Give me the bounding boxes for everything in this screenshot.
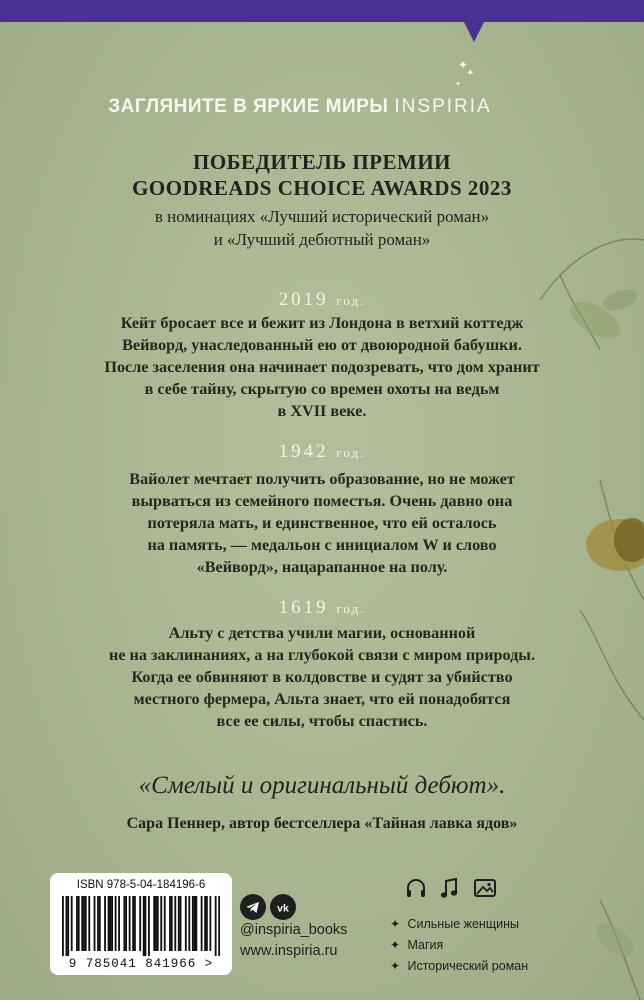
award-name: GOODREADS CHOICE AWARDS 2023 bbox=[132, 176, 512, 200]
barcode bbox=[62, 896, 220, 956]
section-year bbox=[0, 289, 644, 311]
series-tagline bbox=[0, 96, 600, 118]
barcode-bar bbox=[174, 896, 176, 951]
genre-label: Сильные женщины bbox=[407, 917, 519, 931]
year-number: 1942 bbox=[278, 441, 329, 462]
paragraph-line: Вайолет мечтает получить образование, но не может bbox=[129, 470, 515, 488]
barcode-bar bbox=[218, 896, 220, 956]
barcode-bar bbox=[171, 896, 173, 951]
sparkle-icon: ✦ bbox=[458, 58, 469, 72]
barcode-bar bbox=[160, 896, 162, 951]
series-tagline-text: ЗАГЛЯНИТЕ В ЯРКИЕ МИРЫ bbox=[108, 96, 389, 117]
publisher-brand: INSPIRIA bbox=[394, 96, 492, 117]
paragraph-line: местного фермера, Альта знает, что ей понадобятся bbox=[133, 690, 511, 708]
website-url: www.inspiria.ru bbox=[240, 943, 338, 959]
genre-item bbox=[390, 959, 528, 973]
star-icon: ✦ bbox=[390, 938, 401, 952]
quote-attribution: Сара Пеннер, автор бестселлера «Тайная лавка ядов» bbox=[126, 815, 518, 832]
star-icon: ✦ bbox=[390, 917, 401, 931]
award-heading: ПОБЕДИТЕЛЬ ПРЕМИИ bbox=[192, 150, 452, 174]
year-number: 1619 bbox=[278, 597, 329, 618]
paragraph-line: вырваться из семейного поместья. Очень давно она bbox=[131, 492, 513, 510]
year-number: 2019 bbox=[278, 289, 329, 310]
barcode-bar bbox=[195, 896, 197, 951]
barcode-bar bbox=[76, 896, 78, 951]
isbn-text: ISBN 978-5-04-184196-6 bbox=[76, 879, 206, 891]
genre-item bbox=[390, 938, 443, 952]
barcode-bar bbox=[67, 896, 69, 956]
section-paragraph bbox=[0, 622, 644, 732]
barcode-bar bbox=[157, 896, 159, 951]
barcode-bar bbox=[125, 896, 127, 951]
barcode-bar bbox=[143, 896, 145, 956]
barcode-bar bbox=[83, 896, 85, 951]
barcode-bar bbox=[115, 896, 117, 951]
barcode-bar bbox=[81, 896, 83, 951]
image-icon bbox=[473, 877, 497, 899]
sparkle-icon: ✦ bbox=[466, 68, 475, 79]
barcode-bar bbox=[155, 896, 157, 951]
barcode-bar bbox=[97, 896, 99, 951]
barcode-bar bbox=[204, 896, 206, 951]
barcode-bar bbox=[88, 896, 90, 951]
paragraph-line: потеряла мать, и единственное, что ей осталось bbox=[147, 514, 497, 532]
award-nomination-line: в номинациях «Лучший исторический роман» bbox=[154, 207, 490, 226]
barcode-bar bbox=[118, 896, 120, 951]
star-icon: ✦ bbox=[390, 959, 401, 973]
barcode-bar bbox=[111, 896, 113, 951]
review-quote: «Смелый и оригинальный дебют». bbox=[138, 772, 506, 799]
barcode-bar bbox=[206, 896, 208, 951]
section-year bbox=[0, 597, 644, 619]
barcode-bar bbox=[169, 896, 171, 951]
year-suffix: год. bbox=[336, 293, 366, 308]
barcode-bar bbox=[78, 896, 80, 951]
paragraph-line: Вейворд, унаследованный ею от двоюродной бабушки. bbox=[122, 336, 522, 354]
paragraph-line: «Вейворд», нацарапанное на полу. bbox=[196, 558, 448, 576]
bookmark-ribbon bbox=[462, 18, 486, 42]
sparkle-icon: ✦ bbox=[455, 80, 461, 88]
barcode-bar bbox=[99, 896, 101, 951]
social-handle: @inspiria_books bbox=[240, 922, 348, 938]
barcode-bar bbox=[164, 896, 166, 951]
paragraph-line: Кейт бросает все и бежит из Лондона в ветхий коттедж bbox=[120, 314, 524, 332]
barcode-bar bbox=[201, 896, 203, 951]
barcode-bar bbox=[94, 896, 96, 951]
paragraph-line: Альту с детства учили магии, основанной bbox=[168, 624, 476, 642]
barcode-bar bbox=[192, 896, 194, 951]
telegram-icon bbox=[240, 894, 266, 920]
paragraph-line: в XVII веке. bbox=[277, 402, 367, 420]
music-icon bbox=[438, 876, 460, 900]
barcode-panel bbox=[50, 873, 232, 975]
barcode-bar bbox=[108, 896, 110, 951]
top-color-band bbox=[0, 0, 644, 22]
audiobook-icon bbox=[404, 876, 428, 900]
paragraph-line: Когда ее обвиняют в колдовстве и судят за убийство bbox=[131, 668, 513, 686]
barcode-bar bbox=[145, 896, 147, 956]
paragraph-line: не на заклинаниях, а на глубокой связи с миром природы. bbox=[109, 646, 535, 664]
section-paragraph bbox=[0, 468, 644, 578]
section-paragraph bbox=[0, 312, 644, 422]
barcode-bar bbox=[148, 896, 150, 956]
barcode-bar bbox=[66, 896, 68, 956]
barcode-bar bbox=[104, 896, 106, 951]
genre-item bbox=[390, 917, 519, 931]
barcode-bar bbox=[139, 896, 141, 951]
paragraph-line: на память, — медальон с инициалом W и слово bbox=[147, 536, 497, 554]
section-year bbox=[0, 441, 644, 463]
barcode-bar bbox=[185, 896, 187, 951]
genre-label: Исторический роман bbox=[407, 959, 529, 973]
vk-icon bbox=[270, 894, 296, 920]
paragraph-line: все ее силы, чтобы спастись. bbox=[216, 712, 428, 730]
barcode-bar bbox=[215, 896, 217, 956]
barcode-bar bbox=[188, 896, 190, 951]
barcode-bar bbox=[129, 896, 131, 951]
barcode-bar bbox=[209, 896, 211, 951]
barcode-bar bbox=[109, 896, 111, 951]
barcode-bar bbox=[194, 896, 196, 951]
barcode-bar bbox=[85, 896, 87, 951]
barcode-bar bbox=[134, 896, 136, 951]
year-suffix: год. bbox=[336, 445, 366, 460]
barcode-bar bbox=[178, 896, 180, 951]
genre-label: Магия bbox=[407, 938, 444, 952]
paragraph-line: в себе тайну, скрытую со времен охоты на ведьм bbox=[144, 380, 500, 398]
year-suffix: год. bbox=[336, 601, 366, 616]
paragraph-line: После заселения она начинает подозревать, что дом хранит bbox=[104, 358, 540, 376]
svg-text:vk: vk bbox=[277, 902, 289, 915]
barcode-bar bbox=[180, 896, 182, 951]
barcode-bar bbox=[153, 896, 155, 951]
barcode-number: 9 785041 841966 > bbox=[68, 957, 214, 971]
barcode-bar bbox=[123, 896, 125, 951]
award-nomination-line: и «Лучший дебютный роман» bbox=[213, 230, 431, 249]
barcode-bar bbox=[132, 896, 134, 951]
barcode-bar bbox=[62, 896, 64, 956]
barcode-bar bbox=[71, 896, 73, 951]
